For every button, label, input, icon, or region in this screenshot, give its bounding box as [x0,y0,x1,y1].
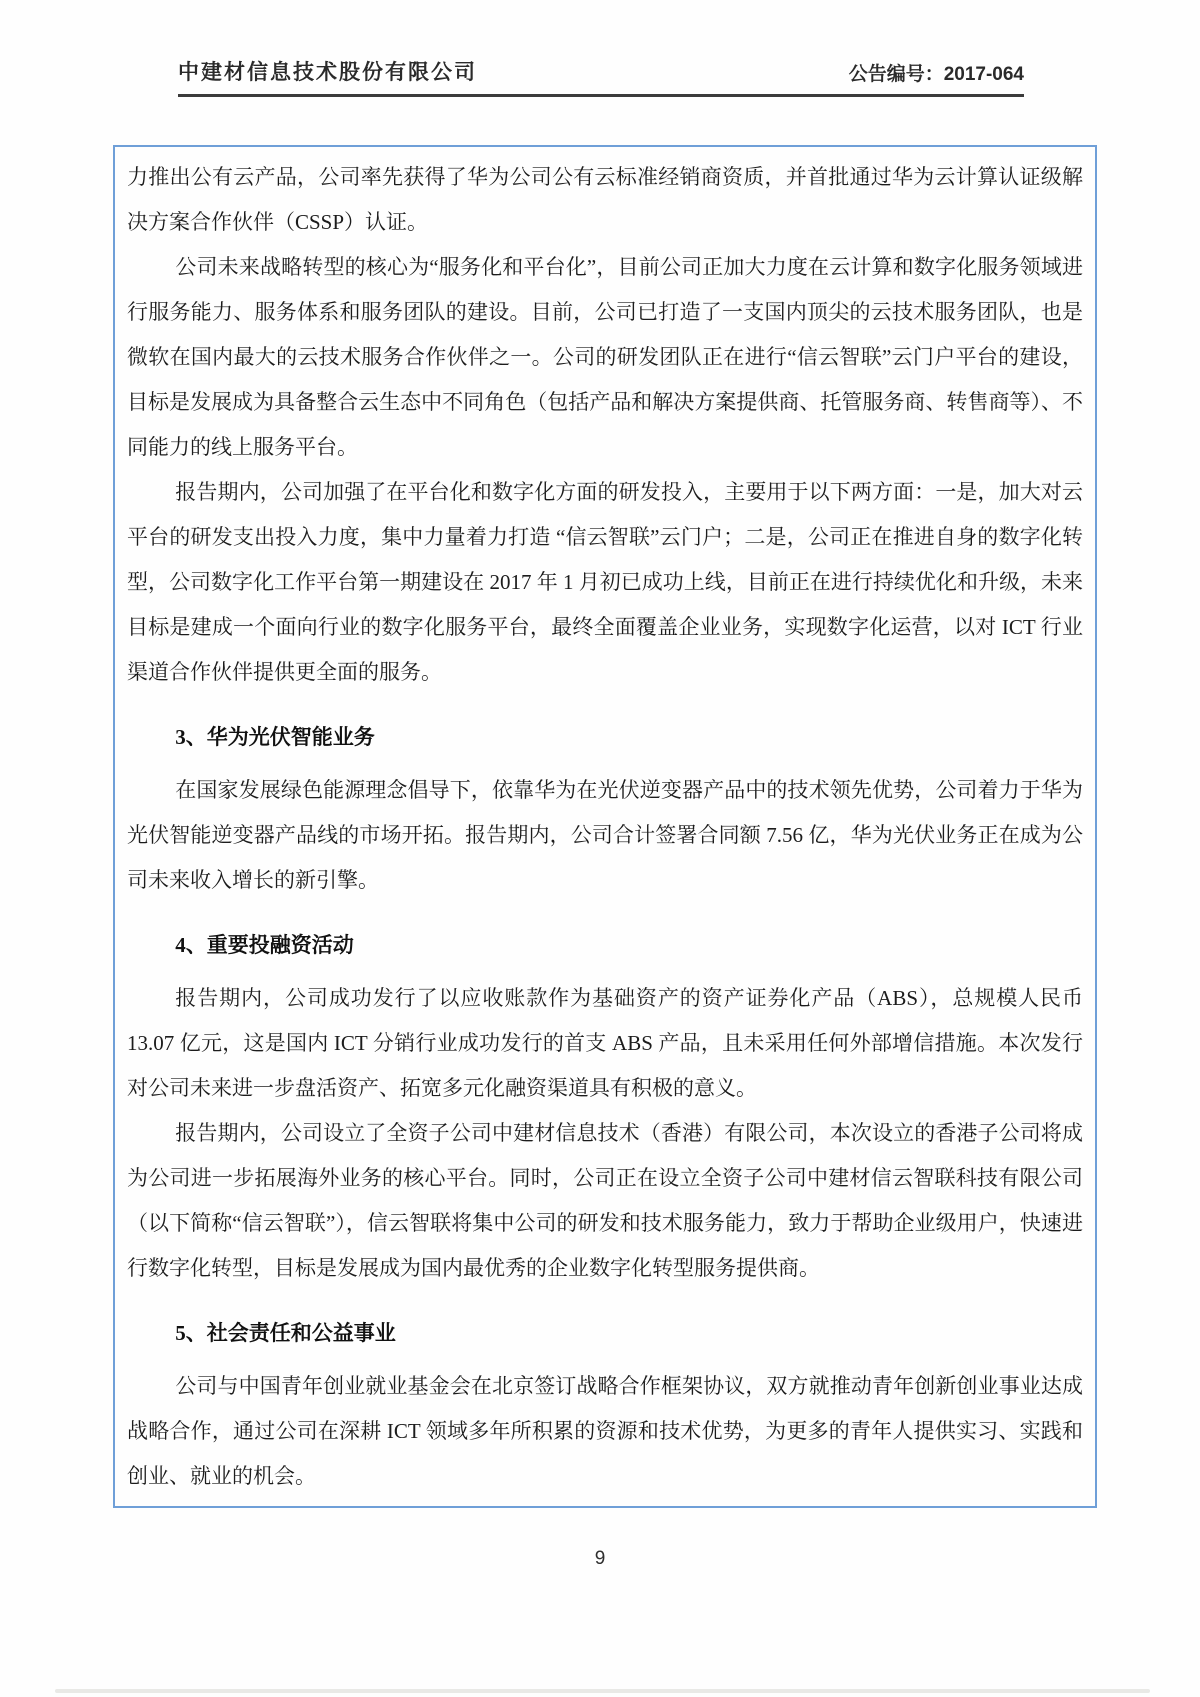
body-paragraph: 公司未来战略转型的核心为“服务化和平台化”，目前公司正加大力度在云计算和数字化服务领域进行服务能力、服务体系和服务团队的建设。目前，公司已打造了一支国内顶尖的云技术服务团队，也是微软在国内最大的云技术服务合作伙伴之一。公司的研发团队正在进行“信云智联”云门户平台的建设，目标是发展成为具备整合云生态中不同角色（包括产品和解决方案提供商、托管服务商、转售商等）、不同能力的线上服务平台。 [127,255,1083,459]
section-heading: 4、重要投融资活动 [175,933,354,957]
company-name: 中建材信息技术股份有限公司 [178,60,477,84]
announcement-body-frame [113,145,1097,1508]
section-heading: 5、社会责任和公益事业 [175,1321,396,1345]
announcement-label: 公告编号： [848,64,944,85]
body-paragraph: 力推出公有云产品，公司率先获得了华为公司公有云标准经销商资质，并首批通过华为云计算认证级解决方案合作伙伴（CSSP）认证。 [127,165,1083,234]
announcement-id [849,59,1024,86]
section-heading: 3、华为光伏智能业务 [175,725,375,749]
page-header [178,56,1024,97]
body-paragraph: 在国家发展绿色能源理念倡导下，依靠华为在光伏逆变器产品中的技术领先优势，公司着力于华为光伏智能逆变器产品线的市场开拓。报告期内，公司合计签署合同额 7.56 亿，华为光伏业务正在成为公司未来收入增长的新引擎。 [127,778,1083,892]
body-paragraph: 报告期内，公司加强了在平台化和数字化方面的研发投入，主要用于以下两方面：一是，加大对云平台的研发支出投入力度，集中力量着力打造 “信云智联”云门户；二是，公司正在推进自身的数字化转型，公司数字化工作平台第一期建设在 2017 年 1 月初已成功上线，目前正在进行持续优化和升级，未来目标是建成一个面向行业的数字化服务平台，最终全面覆盖企业业务，实现数字化运营，以对 ICT 行业渠道合作伙伴提供更全面的服务。 [127,480,1083,684]
page-number: 9 [594,1548,606,1569]
body-paragraph: 公司与中国青年创业就业基金会在北京签订战略合作框架协议，双方就推动青年创新创业事业达成战略合作，通过公司在深耕 ICT 领域多年所积累的资源和技术优势，为更多的青年人提供实习、实践和创业、就业的机会。 [127,1374,1083,1488]
scan-edge-artifact [55,1689,1150,1693]
body-paragraph: 报告期内，公司成功发行了以应收账款作为基础资产的资产证券化产品（ABS），总规模人民币 13.07 亿元，这是国内 ICT 分销行业成功发行的首支 ABS 产品，且未采用任何外部增信措施。本次发行对公司未来进一步盘活资产、拓宽多元化融资渠道具有积极的意义。 [127,986,1083,1100]
announcement-number: 2017-064 [943,64,1024,85]
body-paragraph: 报告期内，公司设立了全资子公司中建材信息技术（香港）有限公司，本次设立的香港子公司将成为公司进一步拓展海外业务的核心平台。同时，公司正在设立全资子公司中建材信云智联科技有限公司（以下简称“信云智联”），信云智联将集中公司的研发和技术服务能力，致力于帮助企业级用户，快速进行数字化转型，目标是发展成为国内最优秀的企业数字化转型服务提供商。 [127,1121,1083,1280]
page-footer [0,1548,1200,1570]
